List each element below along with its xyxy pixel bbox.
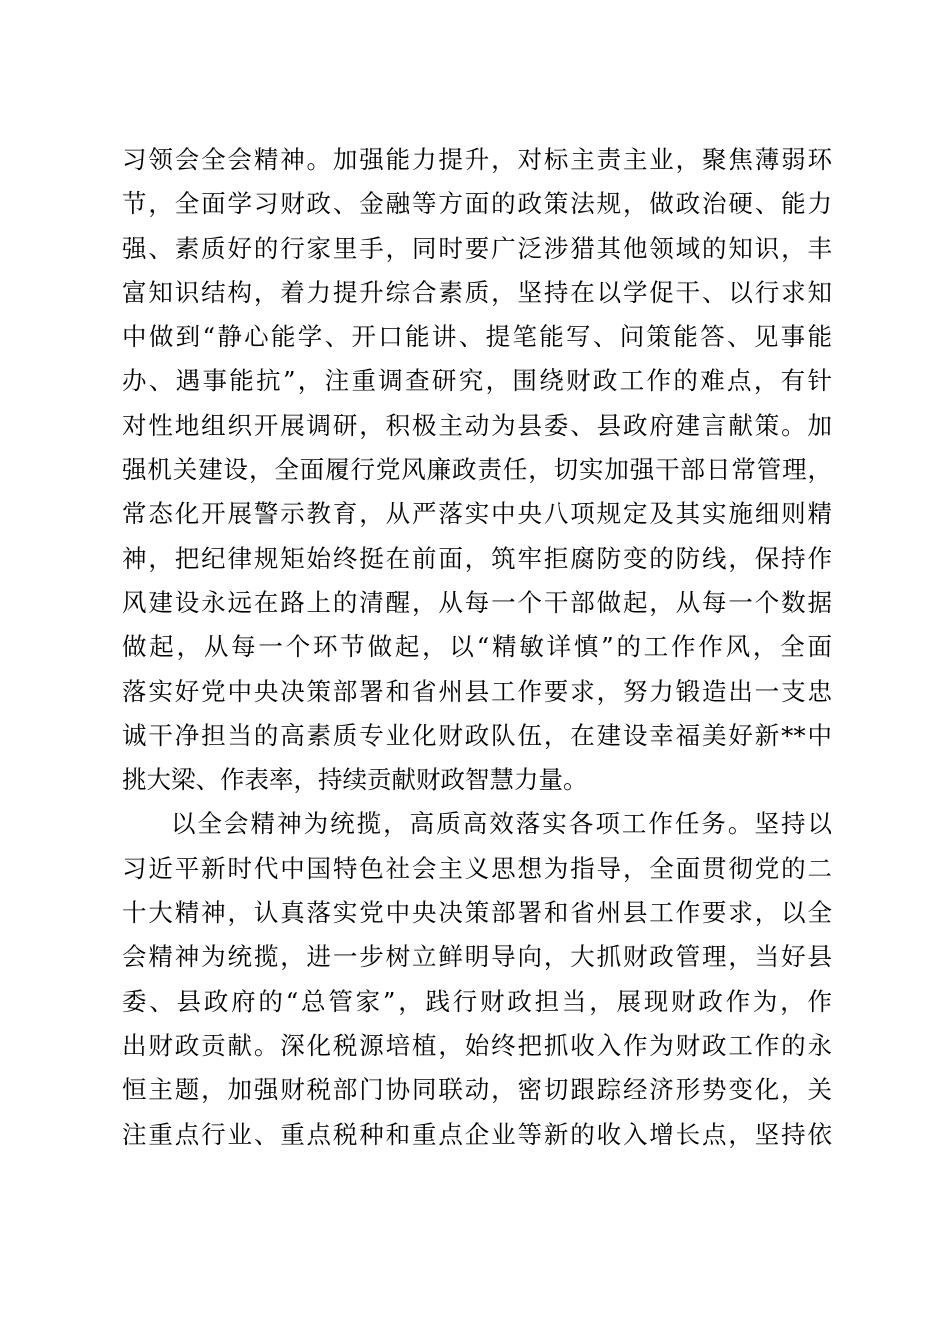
- text-line: 对性地组织开展调研，积极主动为县委、县政府建言献策。加: [122, 410, 832, 440]
- body-text: [122, 138, 832, 1157]
- text-line: 习领会全会精神。加强能力提升，对标主责主业，聚焦薄弱环: [122, 145, 832, 174]
- text-line: 十大精神，认真落实党中央决策部署和省州县工作要求，以全: [122, 898, 832, 928]
- text-line: 风建设永远在路上的清醒，从每一个干部做起，从每一个数据: [122, 587, 832, 617]
- text-line: 诚干净担当的高素质专业化财政队伍，在建设幸福美好新**中: [122, 720, 832, 750]
- text-line: 做起，从每一个环节做起，以“精敏详慎”的工作作风，全面: [122, 632, 832, 662]
- paragraph-2: [122, 802, 832, 1156]
- text-line: 神，把纪律规矩始终挺在前面，筑牢拒腐防变的防线，保持作: [122, 543, 832, 573]
- text-line: 出财政贡献。深化税源培植，始终把抓收入作为财政工作的永: [122, 1030, 832, 1060]
- text-line: 办、遇事能抗”，注重调查研究，围绕财政工作的难点，有针: [122, 366, 832, 396]
- text-line: 会精神为统揽，进一步树立鲜明导向，大抓财政管理，当好县: [122, 942, 832, 972]
- text-line: 常态化开展警示教育，从严落实中央八项规定及其实施细则精: [122, 499, 832, 529]
- text-line: 委、县政府的“总管家”，践行财政担当，展现财政作为，作: [122, 986, 832, 1016]
- text-line: 以全会精神为统揽，高质高效落实各项工作任务。坚持以: [171, 809, 832, 839]
- text-line: 节，全面学习财政、金融等方面的政策法规，做政治硬、能力: [122, 189, 832, 219]
- text-line: 中做到“静心能学、开口能讲、提笔能写、问策能答、见事能: [122, 322, 832, 352]
- text-line: 强、素质好的行家里手，同时要广泛涉猎其他领域的知识，丰: [122, 233, 832, 263]
- text-line: 习近平新时代中国特色社会主义思想为指导，全面贯彻党的二: [122, 853, 832, 883]
- text-line: 落实好党中央决策部署和省州县工作要求，努力锻造出一支忠: [122, 676, 832, 706]
- text-line: 强机关建设，全面履行党风廉政责任，切实加强干部日常管理，: [122, 455, 832, 485]
- paragraph-1: [122, 138, 832, 802]
- text-line: 挑大梁、作表率，持续贡献财政智慧力量。: [122, 765, 588, 795]
- text-line: 富知识结构，着力提升综合素质，坚持在以学促干、以行求知: [122, 277, 832, 307]
- text-line: 注重点行业、重点税种和重点企业等新的收入增长点，坚持依: [122, 1119, 832, 1149]
- text-line: 恒主题，加强财税部门协同联动，密切跟踪经济形势变化，关: [122, 1075, 832, 1105]
